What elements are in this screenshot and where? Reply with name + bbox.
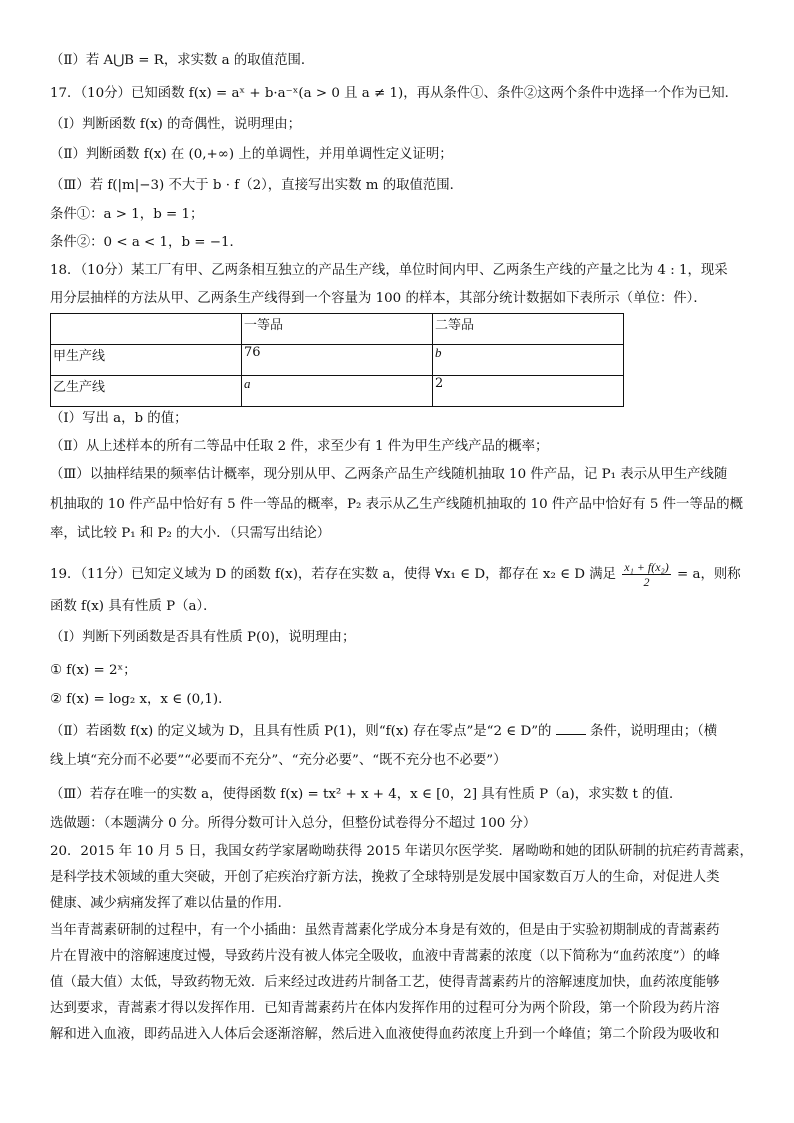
q19-part3: （Ⅲ）若存在唯一的实数 a，使得函数 f(x) = tx² + x + 4，x ∈ [0，2] 具有性质 P（a)，求实数 t 的值． [50,787,683,802]
q20-line8: 解和进入血液，即药品进入人体后会逐渐溶解，然后进入血液使得血药浓度上升到一个峰值；第二个阶段为吸收和 [50,1027,720,1042]
q19-fraction [622,560,670,589]
q20-line6: 值（最大值）太低，导致药物无效．后来经过改进药片制备工艺，使得青蒿素药片的溶解速度加快，血药浓度能够 [50,975,720,990]
q17-condition-2: 条件②：0 < a < 1，b = −1． [50,235,243,250]
q18-part3-line2: 机抽取的 10 件产品中恰好有 5 件一等品的概率，P₂ 表示从乙生产线随机抽取的 10 件产品中恰好有 5 件一等品的概 [50,497,743,512]
q17-stem: 17．（10分）已知函数 f(x) = aˣ + b·a⁻ˣ(a > 0 且 a ≠ 1)，再从条件①、条件②这两个条件中选择一个作为已知． [50,86,738,101]
q17-part3: （Ⅲ）若 f(|m|−3) 不大于 b · f（2），直接写出实数 m 的取值范围． [50,178,464,193]
q19-part2-text: （Ⅱ）若函数 f(x) 的定义域为 D，且具有性质 P(1)，则“f(x) 存在零点”是“2 ∈ D”的 [50,724,552,739]
q20-line3: 健康、减少病痛发挥了难以估量的作用． [50,896,292,911]
table-cell: 乙生产线 [51,376,242,407]
q16-part2: （Ⅱ）若 A⋃B = R，求实数 a 的取值范围． [50,53,315,68]
q19-part1-item2: ② f(x) = log₂ x，x ∈ (0,1)． [50,692,232,707]
table-header-cell: 二等品 [433,314,624,345]
q18-part1: （Ⅰ）写出 a，b 的值； [50,411,188,426]
table-row [51,376,624,407]
q20-line4: 当年青蒿素研制的过程中，有一个小插曲：虽然青蒿素化学成分本身是有效的，但是由于实验初期制成的青蒿素药 [50,923,720,938]
table-cell: b [433,345,624,376]
q20-line7: 达到要求，青蒿素才得以发挥作用．已知青蒿素药片在体内发挥作用的过程可分为两个阶段，第一个阶段为药片溶 [50,1001,720,1016]
table-header-cell: 一等品 [242,314,433,345]
table-header-cell [51,314,242,345]
table-row [51,345,624,376]
q18-stem-line2: 用分层抽样的方法从甲、乙两条生产线得到一个容量为 100 的样本，其部分统计数据如下表所示（单位：件）． [50,291,707,306]
q19-stem-text-end: = a，则称 [676,567,741,582]
q20-line5: 片在胃液中的溶解速度过慢，导致药片没有被人体完全吸收，血液中青蒿素的浓度（以下简称为“血药浓度”）的峰 [50,949,720,964]
fraction-numerator: x₁ + f(x₂) [624,560,669,574]
q19-part2-line1 [50,722,717,741]
table-cell: a [242,376,433,407]
table-cell: 2 [433,376,624,407]
q17-part2: （Ⅱ）判断函数 f(x) 在 (0,+∞) 上的单调性，并用单调性定义证明； [50,147,453,162]
q19-part1-item1: ① f(x) = 2ˣ； [50,663,137,678]
q19-part1: （Ⅰ）判断下列函数是否具有性质 P(0)，说明理由； [50,630,356,645]
q17-condition-1: 条件①：a > 1，b = 1； [50,207,204,222]
q20-line2: 是科学技术领域的重大突破，开创了疟疾治疗新方法，挽救了全球特别是发展中国家数百万人的生命，对促进人类 [50,870,720,885]
q19-part2-text-end: 条件，说明理由；（横 [589,724,718,739]
answer-blank [556,722,586,735]
q18-data-table [50,313,624,407]
q19-stem-line2: 函数 f(x) 具有性质 P（a）． [50,599,217,614]
q18-stem-line1: 18．（10分）某工厂有甲、乙两条相互独立的产品生产线，单位时间内甲、乙两条生产线的产量之比为 4 : 1，现采 [50,263,728,278]
table-cell: 76 [242,345,433,376]
q18-part3-line1: （Ⅲ）以抽样结果的频率估计概率，现分别从甲、乙两条产品生产线随机抽取 10 件产品，记 P₁ 表示从甲生产线随 [50,467,728,482]
q19-stem-line1 [50,560,741,589]
q18-part3-line3: 率，试比较 P₁ 和 P₂ 的大小．（只需写出结论） [50,526,331,541]
q18-part2: （Ⅱ）从上述样本的所有二等品中任取 2 件，求至少有 1 件为甲生产线产品的概率； [50,439,549,454]
table-header-row [51,314,624,345]
q20-line1: 20．2015 年 10 月 5 日，我国女药学家屠呦呦获得 2015 年诺贝尔医学奖．屠呦呦和她的团队研制的抗疟药青蒿素， [50,844,753,859]
q19-stem-text: 19．（11分）已知定义域为 D 的函数 f(x)，若存在实数 a，使得 ∀x₁ ∈ D，都存在 x₂ ∈ D 满足 [50,567,617,582]
fraction-denominator: 2 [643,575,650,589]
elective-note: 选做题：（本题满分 0 分。所得分数可计入总分，但整份试卷得分不超过 100 分） [50,816,537,831]
table-cell: 甲生产线 [51,345,242,376]
q19-part2-line2: 线上填“充分而不必要”“必要而不充分”、“充分必要”、“既不充分也不必要”） [50,753,507,768]
q17-part1: （Ⅰ）判断函数 f(x) 的奇偶性，说明理由； [50,117,302,132]
